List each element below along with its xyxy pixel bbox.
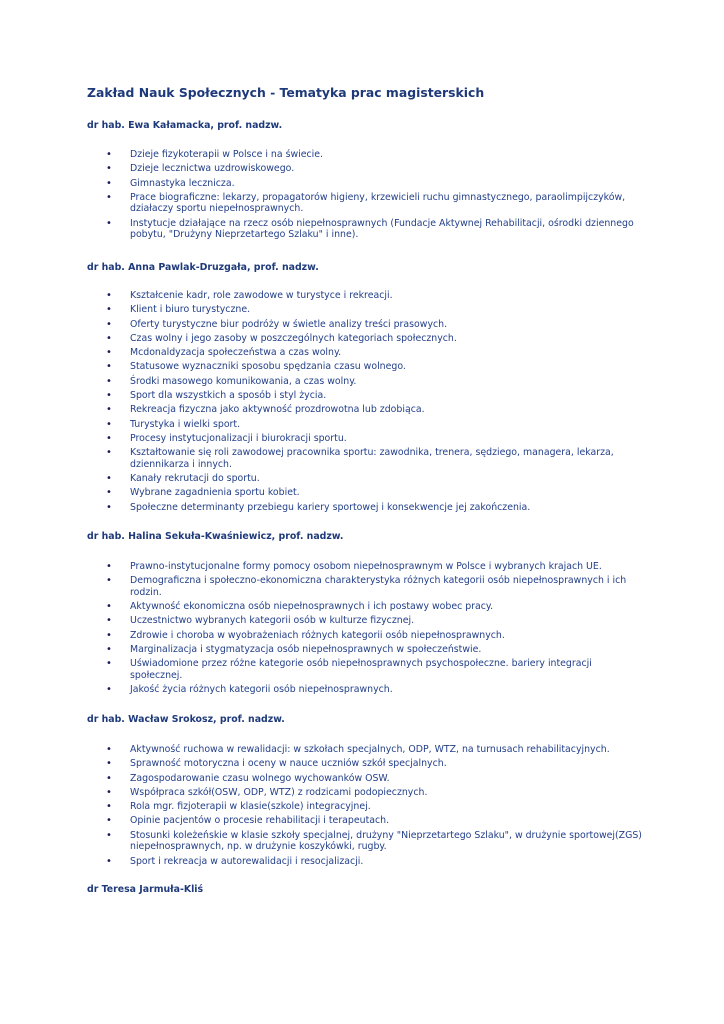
bullet-icon: •: [106, 432, 112, 444]
bullet-icon: •: [106, 472, 112, 484]
list-item-text: Dzieje fizykoterapii w Polsce i na świecie.: [130, 149, 324, 160]
bullet-icon: •: [106, 318, 112, 330]
bullet-icon: •: [106, 829, 112, 841]
list-item: [0, 376, 724, 388]
list-item-text: Demograficzna i społeczno-ekonomiczna charakterystyka różnych kategorii osób niepełnosprawnych i ich rodzin.: [130, 575, 627, 598]
list-item: [0, 487, 724, 499]
list-item-text: Wybrane zagadnienia sportu kobiet.: [130, 487, 300, 499]
list-item-text: Turystyka i wielki sport.: [130, 418, 241, 430]
list-item: [0, 502, 724, 514]
list-item-text: Zdrowie i choroba w wyobrażeniach różnych kategorii osób niepełnosprawnych.: [130, 629, 505, 641]
list-item-text: Środki masowego komunikowania, a czas wolny.: [130, 375, 357, 387]
list-item: [0, 304, 724, 316]
list-item: [0, 447, 724, 470]
section-author-srokosz: dr hab. Wacław Srokosz, prof. nadzw.: [87, 714, 285, 725]
list-item-text: Współpraca szkół(OSW, ODP, WTZ) z rodzicami podopiecznych.: [130, 786, 428, 798]
section-author-jarmula-klis: dr Teresa Jarmuła-Kliś: [87, 884, 204, 895]
topic-list-kalamacka: [0, 149, 724, 244]
list-item: [0, 149, 724, 161]
bullet-icon: •: [106, 855, 112, 867]
list-item: [0, 218, 724, 241]
bullet-icon: •: [106, 361, 112, 373]
list-item-text: Stosunki koleżeńskie w klasie szkoły specjalnej, drużyny "Nieprzetartego Szlaku", w drużynie sportowej(ZGS) niepełnosprawnych, np. w drużynie koszykówki, rugby.: [130, 829, 642, 853]
list-item: [0, 178, 724, 190]
bullet-icon: •: [106, 801, 112, 813]
list-item: [0, 787, 724, 799]
section-author-pawlak-druzgala: dr hab. Anna Pawlak-Druzgała, prof. nadzw.: [87, 262, 319, 273]
bullet-icon: •: [106, 375, 112, 387]
bullet-icon: •: [106, 418, 112, 430]
bullet-icon: •: [106, 304, 112, 316]
list-item-text: Sport i rekreacja w autorewalidacji i resocjalizacji.: [130, 855, 364, 867]
list-item: [0, 347, 724, 359]
list-item: [0, 561, 724, 573]
topic-list-pawlak-druzgala: [0, 290, 724, 516]
list-item-text: Gimnastyka lecznicza.: [130, 177, 235, 189]
bullet-icon: •: [106, 644, 112, 655]
bullet-icon: •: [106, 163, 112, 175]
list-item: [0, 433, 724, 445]
list-item: [0, 815, 724, 827]
bullet-icon: •: [106, 389, 112, 401]
bullet-icon: •: [106, 332, 112, 344]
list-item-text: Instytucje działające na rzecz osób niepełnosprawnych (Fundacje Aktywnej Rehabilitacji, ośrodki dziennego pobytu, "Drużyny Nieprzetartego Szlaku" i inne).: [130, 217, 634, 241]
list-item-text: Rola mgr. fizjoterapii w klasie(szkole) integracyjnej.: [130, 801, 371, 813]
list-item: [0, 319, 724, 331]
list-item-text: Prawno-instytucjonalne formy pomocy osobom niepełnosprawnym w Polsce i wybranych krajach UE.: [130, 561, 602, 572]
list-item-text: Statusowe wyznaczniki sposobu spędzania czasu wolnego.: [130, 361, 406, 373]
list-item: [0, 290, 724, 302]
bullet-icon: •: [106, 815, 112, 827]
bullet-icon: •: [106, 347, 112, 359]
list-item-text: Mcdonaldyzacja społeczeństwa a czas wolny.: [130, 347, 342, 359]
list-item: [0, 644, 724, 656]
list-item: [0, 575, 724, 598]
page-title: Zakład Nauk Społecznych - Tematyka prac magisterskich: [87, 85, 485, 100]
topic-list-srokosz: [0, 744, 724, 870]
list-item-text: Aktywność ruchowa w rewalidacji: w szkołach specjalnych, ODP, WTZ, na turnusach rehabilitacyjnych.: [130, 744, 610, 755]
bullet-icon: •: [106, 658, 112, 670]
list-item-text: Sport dla wszystkich a sposób i styl życia.: [130, 389, 327, 401]
list-item-text: Czas wolny i jego zasoby w poszczególnych kategoriach społecznych.: [130, 332, 457, 344]
bullet-icon: •: [106, 177, 112, 189]
list-item: [0, 658, 724, 681]
bullet-icon: •: [106, 786, 112, 798]
list-item-text: Prace biograficzne: lekarzy, propagatorów higieny, krzewicieli ruchu gimnastycznego, paraolimpijczyków, działaczy sportu niepełnosprawnych.: [130, 191, 626, 215]
list-item: [0, 473, 724, 485]
bullet-icon: •: [106, 561, 112, 572]
list-item: [0, 404, 724, 416]
bullet-icon: •: [106, 772, 112, 784]
bullet-icon: •: [106, 615, 112, 627]
bullet-icon: •: [106, 684, 112, 696]
list-item-text: Zagospodarowanie czasu wolnego wychowanków OSW.: [130, 772, 390, 784]
list-item: [0, 856, 724, 868]
list-item-text: Procesy instytucjonalizacji i biurokracji sportu.: [130, 432, 347, 444]
list-item-text: Marginalizacja i stygmatyzacja osób niepełnosprawnych w społeczeństwie.: [130, 644, 482, 655]
bullet-icon: •: [106, 191, 112, 203]
bullet-icon: •: [106, 575, 112, 587]
list-item-text: Rekreacja fizyczna jako aktywność prozdrowotna lub zdobiąca.: [130, 404, 425, 416]
list-item-text: Klient i biuro turystyczne.: [130, 304, 251, 316]
bullet-icon: •: [106, 447, 112, 459]
list-item-text: Oferty turystyczne biur podróży w świetle analizy treści prasowych.: [130, 318, 448, 330]
list-item: [0, 615, 724, 627]
list-item-text: Kształtowanie się roli zawodowej pracownika sportu: zawodnika, trenera, sędziego, managera, lekarza, dziennikarza i innych.: [130, 447, 614, 470]
section-author-kalamacka: dr hab. Ewa Kałamacka, prof. nadzw.: [87, 120, 283, 131]
bullet-icon: •: [106, 487, 112, 499]
list-item: [0, 333, 724, 345]
list-item-text: Aktywność ekonomiczna osób niepełnosprawnych i ich postawy wobec pracy.: [130, 601, 494, 613]
list-item: [0, 361, 724, 373]
list-item-text: Kanały rekrutacji do sportu.: [130, 472, 260, 484]
list-item: [0, 390, 724, 402]
list-item-text: Sprawność motoryczna i oceny w nauce uczniów szkół specjalnych.: [130, 758, 447, 770]
bullet-icon: •: [106, 501, 112, 513]
list-item: [0, 773, 724, 785]
list-item: [0, 684, 724, 696]
bullet-icon: •: [106, 149, 112, 160]
list-item: [0, 744, 724, 756]
list-item: [0, 192, 724, 215]
bullet-icon: •: [106, 290, 112, 301]
list-item-text: Uświadomione przez różne kategorie osób niepełnosprawnych psychospołeczne. bariery integracji społecznej.: [130, 658, 592, 681]
list-item: [0, 830, 724, 853]
topic-list-sekula-kwasniewicz: [0, 561, 724, 698]
list-item: [0, 630, 724, 642]
bullet-icon: •: [106, 744, 112, 755]
list-item-text: Jakość życia różnych kategorii osób niepełnosprawnych.: [130, 684, 393, 696]
bullet-icon: •: [106, 217, 112, 229]
bullet-icon: •: [106, 404, 112, 416]
list-item-text: Opinie pacjentów o procesie rehabilitacji i terapeutach.: [130, 815, 390, 827]
list-item-text: Uczestnictwo wybranych kategorii osób w kulturze fizycznej.: [130, 615, 415, 627]
list-item: [0, 419, 724, 431]
list-item: [0, 801, 724, 813]
section-author-sekula-kwasniewicz: dr hab. Halina Sekuła-Kwaśniewicz, prof. nadzw.: [87, 531, 344, 542]
list-item-text: Dzieje lecznictwa uzdrowiskowego.: [130, 163, 295, 175]
list-item: [0, 163, 724, 175]
list-item: [0, 758, 724, 770]
list-item-text: Społeczne determinanty przebiegu kariery sportowej i konsekwencje jej zakończenia.: [130, 501, 531, 513]
bullet-icon: •: [106, 629, 112, 641]
bullet-icon: •: [106, 601, 112, 613]
bullet-icon: •: [106, 758, 112, 770]
list-item: [0, 601, 724, 613]
list-item-text: Kształcenie kadr, role zawodowe w turystyce i rekreacji.: [130, 290, 393, 301]
